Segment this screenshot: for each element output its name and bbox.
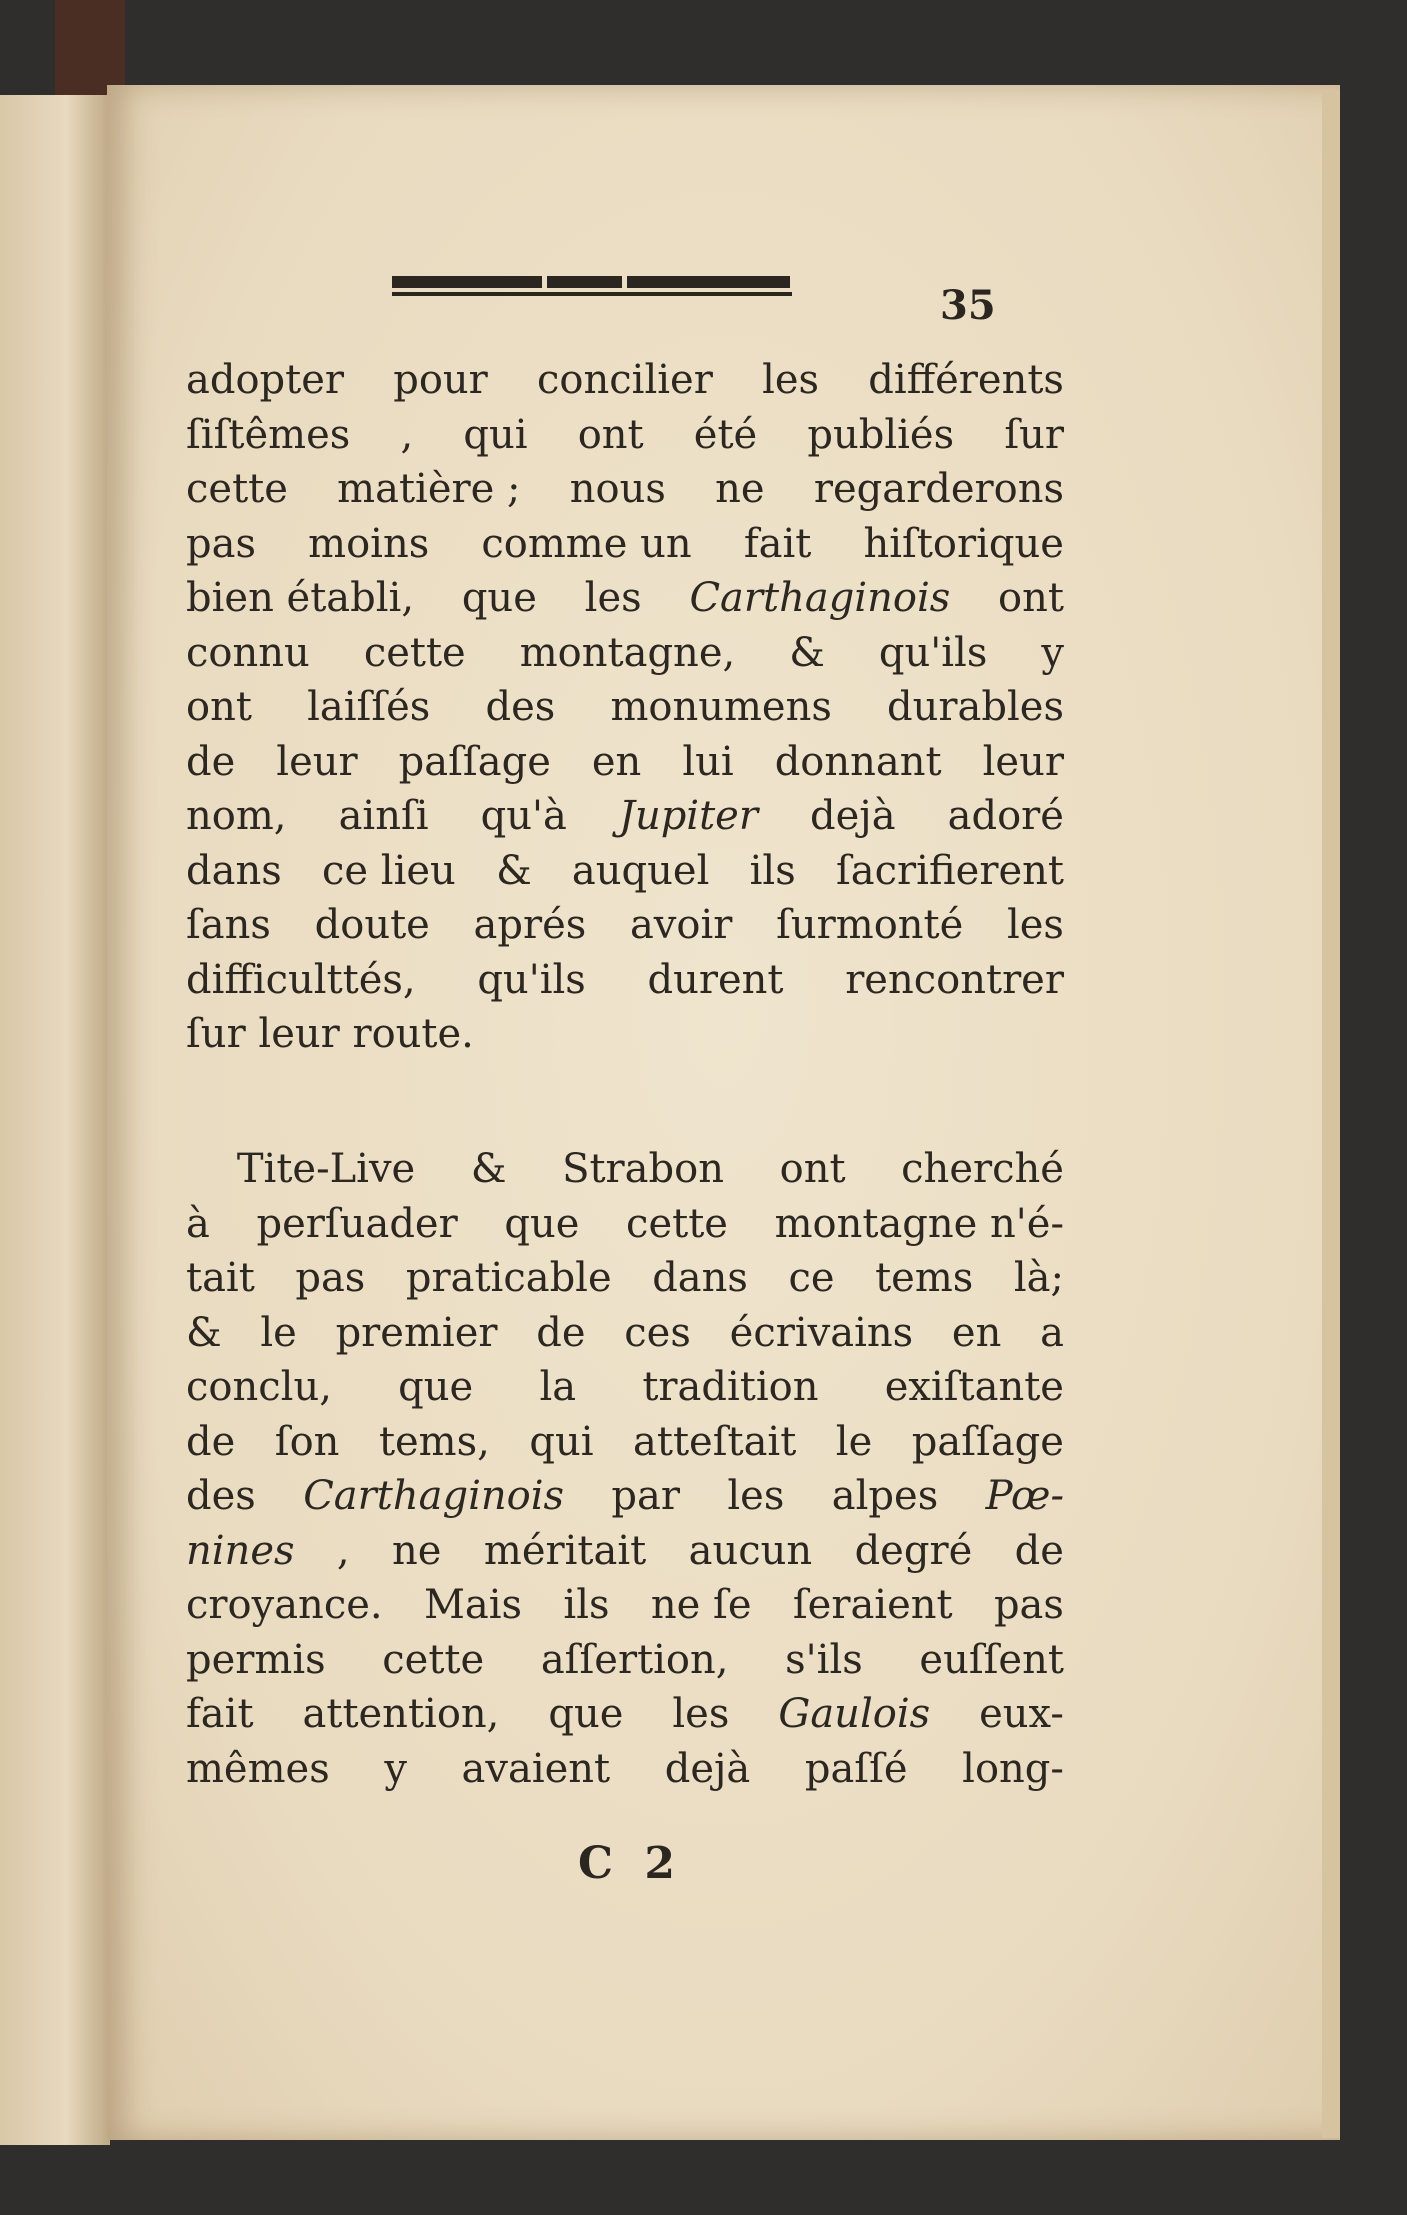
word: tradition xyxy=(642,1364,819,1410)
text-line xyxy=(186,1142,1064,1197)
text-line xyxy=(186,1524,1064,1579)
word: cette xyxy=(186,466,288,512)
word: ſacrifierent xyxy=(836,847,1064,894)
word: montagne, xyxy=(519,629,736,676)
word: donnant xyxy=(774,738,942,785)
text-line xyxy=(186,1415,1064,1470)
word: le xyxy=(260,1309,297,1356)
italic-word: Carthaginois xyxy=(303,1473,565,1519)
word: ces xyxy=(624,1309,691,1356)
word: pas xyxy=(186,520,256,567)
word: ne ſe xyxy=(650,1582,752,1628)
word: conclu, xyxy=(186,1364,332,1410)
word: lui xyxy=(682,738,734,785)
word: ſurmonté xyxy=(776,902,964,948)
word: les xyxy=(1006,902,1064,948)
word: doute xyxy=(314,902,430,948)
word: cette xyxy=(363,629,466,676)
word: les xyxy=(584,575,642,621)
word: qu'ils xyxy=(477,956,586,1003)
text-line xyxy=(186,1742,1064,1797)
word: ils xyxy=(749,847,796,894)
word: des xyxy=(485,684,556,730)
word: hiſtorique xyxy=(863,520,1064,567)
word: euſſent xyxy=(919,1636,1064,1683)
word: aſſertion, xyxy=(540,1636,729,1683)
word: ont xyxy=(998,575,1064,621)
word: paſſage xyxy=(398,738,551,785)
text-line xyxy=(186,517,1064,572)
word: les xyxy=(672,1691,730,1737)
word: monumens xyxy=(610,684,832,730)
word: paſſé xyxy=(804,1745,908,1792)
word: de xyxy=(186,738,236,785)
word: ainſi xyxy=(338,793,429,839)
book-spine-edge xyxy=(55,0,125,95)
word: montagne n'é- xyxy=(774,1200,1064,1247)
word: ne xyxy=(715,466,765,512)
page-number: 35 xyxy=(940,282,996,329)
word: ſiſtêmes xyxy=(186,411,351,458)
word: bien établi, xyxy=(186,575,415,621)
word: en xyxy=(951,1309,1002,1356)
word: moins xyxy=(308,520,430,567)
word: que xyxy=(461,575,537,621)
word: leur xyxy=(276,738,358,785)
word: atteſtait xyxy=(633,1418,797,1465)
word: pour xyxy=(393,357,488,403)
word: ce lieu xyxy=(322,847,456,894)
word: mêmes xyxy=(186,1745,330,1792)
text-line xyxy=(186,1360,1064,1415)
word: ont xyxy=(577,411,644,458)
word: avoir xyxy=(629,902,733,948)
word: dans xyxy=(652,1255,748,1301)
word: y xyxy=(384,1745,407,1792)
text-line xyxy=(186,1469,1064,1524)
word: exiſtante xyxy=(884,1364,1064,1410)
word: qu'à xyxy=(480,793,567,839)
text-line xyxy=(186,1687,1064,1742)
word: cette xyxy=(626,1200,728,1247)
word: tait xyxy=(186,1255,255,1301)
italic-word: Carthaginois xyxy=(689,575,951,621)
word: là; xyxy=(1013,1255,1064,1301)
text-line xyxy=(186,1306,1064,1361)
word: difficulttés, xyxy=(186,956,416,1003)
paragraph-2 xyxy=(186,1142,1064,1796)
word: rencontrer xyxy=(845,956,1064,1003)
word: durent xyxy=(647,956,784,1003)
word: ſur xyxy=(1004,411,1064,458)
word: comme un xyxy=(481,520,692,567)
word: que xyxy=(548,1691,624,1737)
word: dejà xyxy=(664,1745,751,1792)
text-line xyxy=(186,462,1064,517)
word: & xyxy=(470,1146,507,1192)
word: matière ; xyxy=(337,466,521,512)
ornamental-headpiece xyxy=(392,270,792,298)
word: différents xyxy=(868,357,1064,403)
word: auquel xyxy=(571,847,710,894)
word: long- xyxy=(962,1745,1064,1792)
word: premier xyxy=(335,1309,498,1356)
word: par xyxy=(611,1473,680,1519)
italic-word: nines xyxy=(186,1527,295,1574)
word: durables xyxy=(887,684,1064,730)
word: perſuader xyxy=(256,1200,458,1247)
word: fait xyxy=(186,1691,254,1737)
word: , xyxy=(336,1527,350,1574)
word: que xyxy=(398,1364,474,1410)
word: de xyxy=(536,1309,586,1356)
word: & xyxy=(789,629,825,676)
word: écrivains xyxy=(729,1309,914,1356)
word: dans xyxy=(186,847,282,894)
text-line xyxy=(186,1251,1064,1306)
word: que xyxy=(504,1200,580,1247)
word: ſon xyxy=(274,1418,340,1465)
word: aprés xyxy=(473,902,587,948)
word: de xyxy=(186,1418,236,1465)
text-line xyxy=(186,353,1064,408)
word: de xyxy=(1014,1527,1064,1574)
word: été xyxy=(693,411,758,458)
word: y xyxy=(1041,629,1064,676)
word: ne xyxy=(392,1527,442,1574)
italic-word: Gaulois xyxy=(778,1691,931,1737)
word: alpes xyxy=(831,1473,939,1519)
text-line xyxy=(186,898,1064,953)
word: paſſage xyxy=(911,1418,1064,1465)
word: adoré xyxy=(947,793,1064,839)
word: cherché xyxy=(901,1146,1064,1192)
word: Strabon xyxy=(562,1146,724,1192)
word: concilier xyxy=(537,357,713,403)
word: qui xyxy=(463,411,528,458)
word: croyance. xyxy=(186,1582,383,1628)
word: a xyxy=(1040,1309,1064,1356)
word: attention, xyxy=(302,1691,500,1737)
text-line xyxy=(186,571,1064,626)
word: regarderons xyxy=(813,466,1064,512)
word: ont xyxy=(186,684,252,730)
word: tems, xyxy=(378,1418,490,1465)
word: méritait xyxy=(483,1527,647,1574)
word: & xyxy=(496,847,532,894)
word: qu'ils xyxy=(878,629,988,676)
word: des xyxy=(186,1473,256,1519)
word: ils xyxy=(563,1582,610,1628)
word: cette xyxy=(382,1636,485,1683)
word: qui xyxy=(529,1418,594,1465)
word: praticable xyxy=(405,1255,612,1301)
word: pas xyxy=(993,1582,1064,1628)
signature-mark: C 2 xyxy=(578,1838,683,1889)
word: permis xyxy=(186,1636,326,1683)
text-line xyxy=(186,626,1064,681)
word: Tite-Live xyxy=(186,1146,416,1192)
text-line xyxy=(186,844,1064,899)
word: pas xyxy=(295,1255,366,1301)
text-line xyxy=(186,680,1064,735)
facing-page-edge xyxy=(0,95,110,2145)
word: dejà xyxy=(810,793,896,839)
text-line xyxy=(186,789,1064,844)
word: ſans xyxy=(186,902,271,948)
word: tems xyxy=(875,1255,974,1301)
text-line xyxy=(186,1007,1064,1062)
text-line xyxy=(186,1633,1064,1688)
word: s'ils xyxy=(785,1636,863,1683)
italic-word: Jupiter xyxy=(618,793,758,839)
word: leur xyxy=(982,738,1064,785)
word: les xyxy=(762,357,820,403)
word: les xyxy=(727,1473,785,1519)
word: eux- xyxy=(979,1691,1064,1737)
word: ſeraient xyxy=(792,1582,953,1628)
word: adopter xyxy=(186,357,345,403)
word: nom, xyxy=(186,793,287,839)
text-line xyxy=(186,408,1064,463)
word: aucun xyxy=(688,1527,813,1574)
word: le xyxy=(835,1418,873,1465)
word: à xyxy=(186,1200,210,1247)
word: & xyxy=(186,1309,222,1356)
word: nous xyxy=(569,466,666,512)
word: ſur leur route. xyxy=(186,1011,474,1057)
page-edge xyxy=(1322,90,1340,2138)
paragraph-1 xyxy=(186,353,1064,1062)
word: ont xyxy=(779,1146,846,1192)
italic-word: Pœ- xyxy=(985,1473,1064,1519)
word: Mais xyxy=(423,1582,523,1628)
word: ce xyxy=(788,1255,835,1301)
word: la xyxy=(539,1364,577,1410)
text-line xyxy=(186,1578,1064,1633)
text-line xyxy=(186,735,1064,790)
word: publiés xyxy=(807,411,955,458)
word: degré xyxy=(854,1527,973,1574)
word: laiſſés xyxy=(307,684,431,730)
word: fait xyxy=(743,520,812,567)
text-line xyxy=(186,1197,1064,1252)
word: en xyxy=(591,738,642,785)
word: , xyxy=(400,411,414,458)
word: connu xyxy=(186,629,310,676)
word: avaient xyxy=(461,1745,611,1792)
text-line xyxy=(186,953,1064,1008)
